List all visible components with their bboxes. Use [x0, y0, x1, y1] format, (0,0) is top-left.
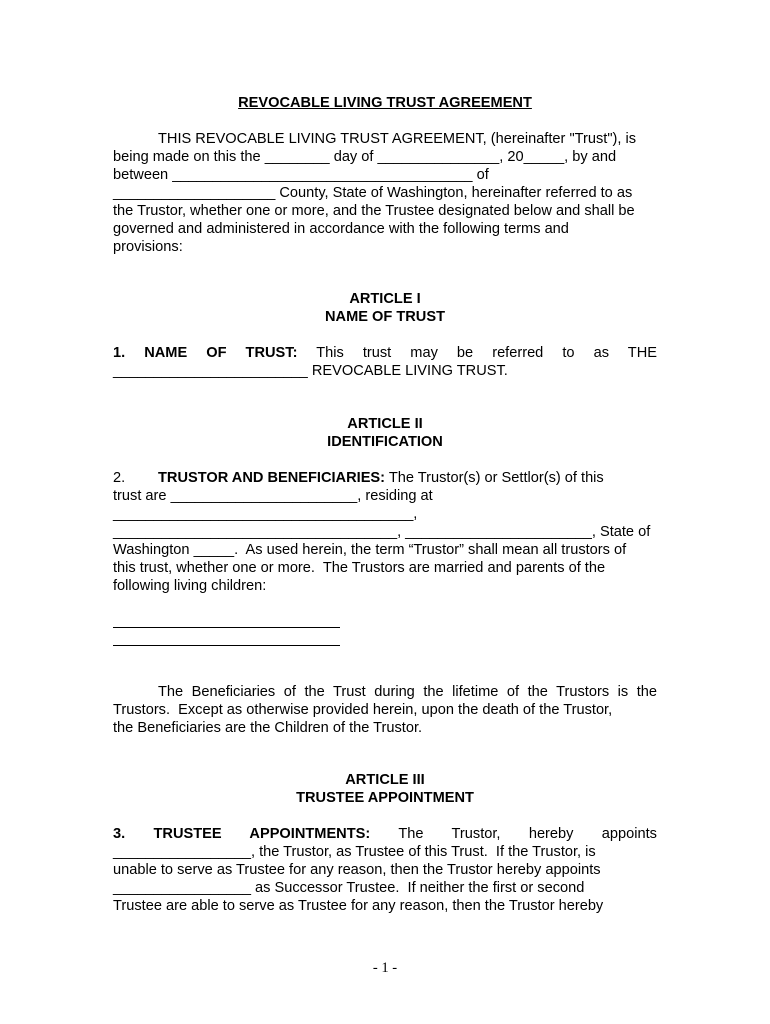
- section-2-line: ___________________________________, _______________________, State of: [113, 524, 651, 540]
- article-3-heading: ARTICLE III: [345, 772, 425, 788]
- intro-line: THIS REVOCABLE LIVING TRUST AGREEMENT, (hereinafter "Trust"), is: [158, 131, 637, 147]
- trustor-beneficiaries-line: [158, 469, 604, 487]
- intro-line: the Trustor, whether one or more, and the Trustee designated below and shall be: [113, 203, 635, 219]
- section-2-text: The Trustor(s) or Settlor(s) of this: [385, 470, 604, 486]
- section-3-line: unable to serve as Trustee for any reason, then the Trustor hereby appoints: [113, 862, 601, 878]
- word: to: [562, 345, 575, 361]
- word: hereby: [528, 826, 574, 842]
- article-2-heading: ARTICLE II: [347, 416, 423, 432]
- intro-line: provisions:: [113, 239, 183, 255]
- intro-line: governed and administered in accordance with the following terms and: [113, 221, 569, 237]
- section-2-line: _____________________________________,: [113, 506, 418, 522]
- child-name-blank: [113, 645, 340, 646]
- name-of-trust-line: [113, 344, 657, 362]
- beneficiaries-line: Trustors. Except as otherwise provided herein, upon the death of the Trustor,: [113, 702, 613, 718]
- section-3-line: _________________ as Successor Trustee. If neither the first or second: [113, 880, 585, 896]
- page-number: - 1 -: [372, 960, 398, 976]
- article-1-heading: ARTICLE I: [349, 291, 421, 307]
- section-2-line: trust are _______________________, residing at: [113, 488, 433, 504]
- beneficiaries-text: The Beneficiaries of the Trust during the lifetime of the Trustors is the: [158, 684, 657, 700]
- section-3-line: _________________, the Trustor, as Trustee of this Trust. If the Trustor, is: [113, 844, 596, 860]
- section-3-number: 3.: [113, 826, 126, 842]
- article-1-subheading: NAME OF TRUST: [325, 309, 445, 325]
- trustee-appointments-label: TRUSTEE APPOINTMENTS:: [153, 826, 371, 842]
- name-of-trust-label: 1. NAME OF TRUST:: [113, 345, 298, 361]
- word: appoints: [601, 826, 657, 842]
- article-3-subheading: TRUSTEE APPOINTMENT: [296, 790, 474, 806]
- intro-line: between _____________________________________ of: [113, 167, 489, 183]
- trustee-appointments-line: [113, 825, 657, 843]
- word: THE: [627, 345, 657, 361]
- word: trust: [362, 345, 392, 361]
- word: referred: [492, 345, 544, 361]
- document-title: REVOCABLE LIVING TRUST AGREEMENT: [238, 95, 532, 111]
- word: may: [410, 345, 438, 361]
- section-2-line: this trust, whether one or more. The Trustors are married and parents of the: [113, 560, 606, 576]
- article-2-subheading: IDENTIFICATION: [327, 434, 443, 450]
- word: Trustor,: [451, 826, 501, 842]
- beneficiaries-line: the Beneficiaries are the Children of the Trustor.: [113, 720, 423, 736]
- beneficiaries-line: [113, 683, 657, 701]
- word: This: [316, 345, 344, 361]
- section-2-line: Washington _____. As used herein, the term “Trustor” shall mean all trustors of: [113, 542, 627, 558]
- section-2-line: following living children:: [113, 578, 267, 594]
- section-3-line: Trustee are able to serve as Trustee for any reason, then the Trustor hereby: [113, 898, 604, 914]
- child-name-blank: [113, 627, 340, 628]
- word: be: [456, 345, 474, 361]
- word: as: [593, 345, 609, 361]
- name-of-trust-blank: ________________________ REVOCABLE LIVING TRUST.: [113, 363, 508, 379]
- intro-line: being made on this the ________ day of _______________, 20_____, by and: [113, 149, 617, 165]
- intro-line: ____________________ County, State of Washington, hereinafter referred to as: [113, 185, 633, 201]
- word: The: [398, 826, 424, 842]
- trustor-beneficiaries-label: TRUSTOR AND BENEFICIARIES:: [158, 470, 386, 486]
- section-2-number: 2.: [113, 470, 126, 486]
